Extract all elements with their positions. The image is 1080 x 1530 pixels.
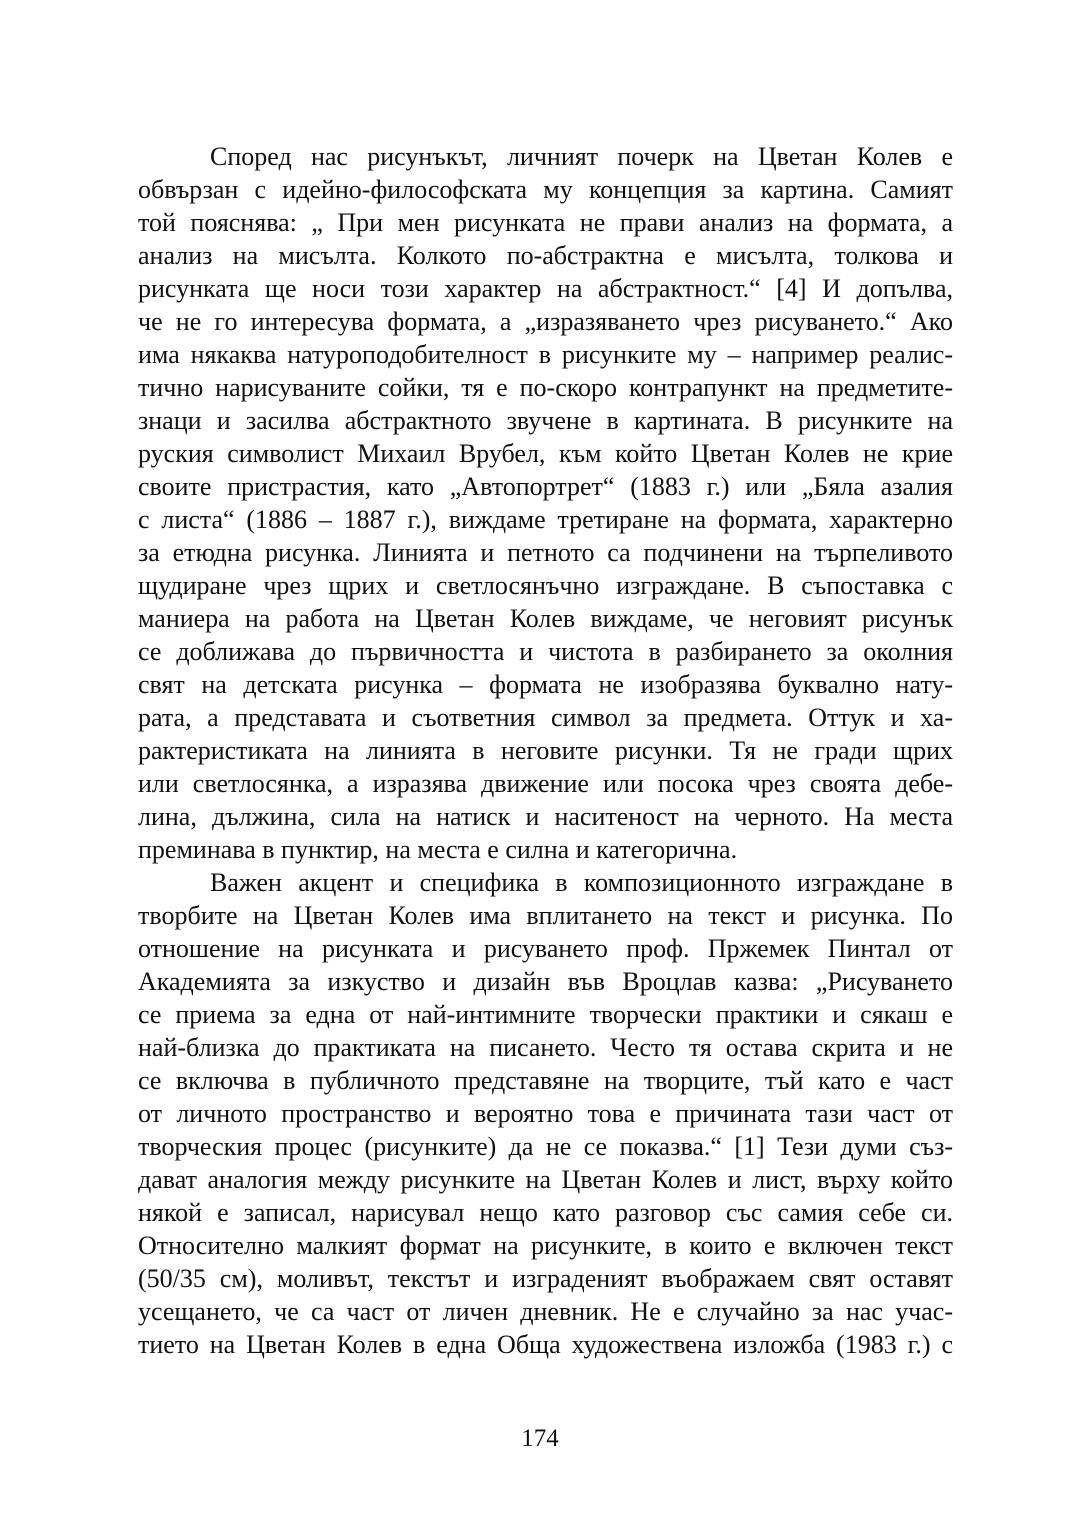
text-line: се приема за една от най-интимните творчески практики и сякаш е	[138, 1000, 953, 1029]
text-line: щудиране чрез щрих и светлосянъчно изграждане. В съпоставка с	[138, 571, 953, 600]
text-line: рисунката ще носи този характер на абстрактност.“ [4] И допълва,	[138, 274, 953, 303]
text-line: дават аналогия между рисунките на Цветан Колев и лист, върху който	[138, 1165, 953, 1194]
text-line: (50/35 см), моливът, текстът и изграденият въображаем свят оставят	[138, 1264, 953, 1293]
text-line: руския символист Михаил Врубел, към който Цветан Колев не крие	[138, 439, 953, 468]
text-line: тично нарисуваните сойки, тя е по-скоро контрапункт на предметите-	[138, 373, 953, 402]
text-line: някой е записал, нарисувал нещо като разговор със самия себе си.	[138, 1198, 953, 1227]
text-line: от личното пространство и вероятно това е причината тази част от	[138, 1099, 953, 1128]
text-line: че не го интересува формата, а „изразяването чрез рисуването.“ Ако	[138, 307, 953, 336]
text-line: за етюдна рисунка. Линията и петното са подчинени на търпеливото	[138, 538, 953, 567]
paragraph	[138, 140, 953, 866]
text-line: Относително малкият формат на рисунките, в които е включен текст	[138, 1231, 953, 1260]
text-line: творческия процес (рисунките) да не се показва.“ [1] Тези думи съз-	[138, 1132, 953, 1161]
body-text	[138, 140, 953, 1361]
text-line: Важен акцент и специфика в композиционното изграждане в	[210, 868, 953, 897]
text-line: свят на детската рисунка – формата не изобразява буквално нату-	[138, 670, 953, 699]
text-line: творбите на Цветан Колев има вплитането на текст и рисунка. По	[138, 901, 953, 930]
text-line: се включва в публичното представяне на творците, тъй като е част	[138, 1066, 953, 1095]
text-line: рата, а представата и съответния символ за предмета. Оттук и ха-	[138, 703, 953, 732]
text-line: се доближава до първичността и чистота в разбирането за околния	[138, 637, 953, 666]
text-line: своите пристрастия, като „Автопортрет“ (1883 г.) или „Бяла азалия	[138, 472, 953, 501]
text-line: с листа“ (1886 – 1887 г.), виждаме третиране на формата, характерно	[138, 505, 953, 534]
text-line: той пояснява: „ При мен рисунката не прави анализ на формата, а	[138, 208, 953, 237]
text-line: отношение на рисунката и рисуването проф. Пржемек Пинтал от	[138, 934, 953, 963]
text-line: знаци и засилва абстрактното звучене в картината. В рисунките на	[138, 406, 953, 435]
text-line: рактеристиката на линията в неговите рисунки. Тя не гради щрих	[138, 736, 953, 765]
text-line: усещането, че са част от личен дневник. Не е случайно за нас учас-	[138, 1297, 953, 1326]
text-line: обвързан с идейно-философската му концепция за картина. Самият	[138, 175, 953, 204]
text-line: преминава в пунктир, на места е силна и категорична.	[138, 835, 738, 864]
text-line: анализ на мисълта. Колкото по-абстрактна е мисълта, толкова и	[138, 241, 953, 270]
text-line: или светлосянка, а изразява движение или посока чрез своята дебе-	[138, 769, 953, 798]
text-line: има някаква натуроподобителност в рисунките му – например реалис-	[138, 340, 953, 369]
page-number: 174	[521, 1425, 559, 1452]
text-line: Академията за изкуство и дизайн във Вроцлав казва: „Рисуването	[138, 967, 953, 996]
text-line: най-близка до практиката на писането. Често тя остава скрита и не	[138, 1033, 953, 1062]
text-line: тието на Цветан Колев в една Обща художествена изложба (1983 г.) с	[138, 1330, 953, 1359]
text-line: Според нас рисунъкът, личният почерк на Цветан Колев е	[210, 142, 953, 171]
text-line: маниера на работа на Цветан Колев виждаме, че неговият рисунък	[138, 604, 953, 633]
paragraph	[138, 866, 953, 1361]
text-line: лина, дължина, сила на натиск и наситеност на черното. На места	[138, 802, 953, 831]
